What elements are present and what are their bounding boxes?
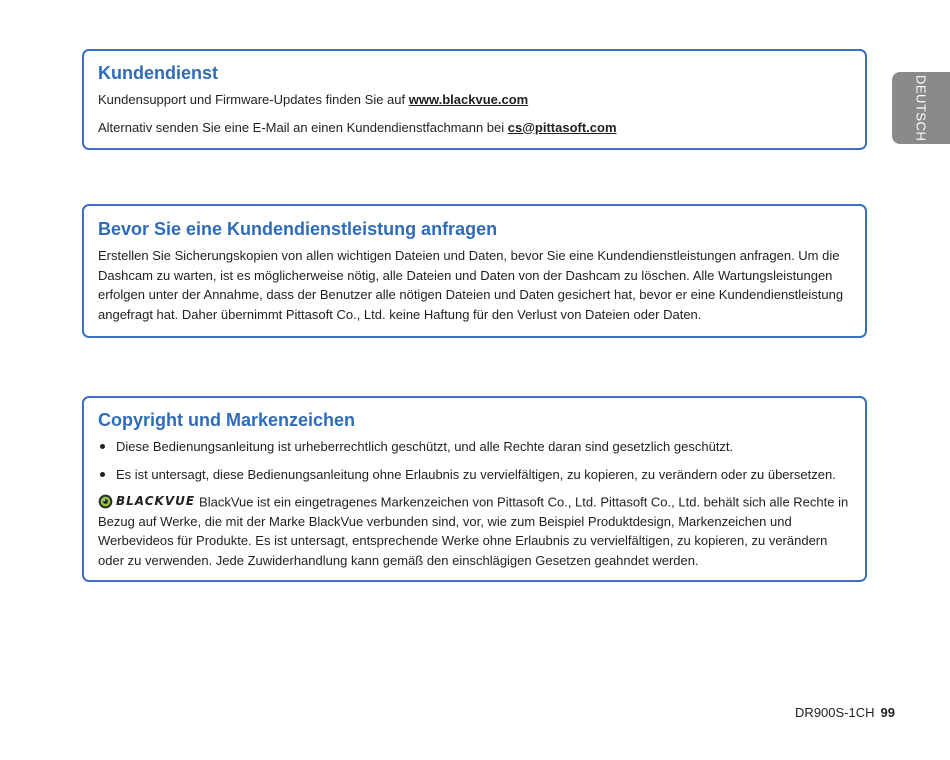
language-tab[interactable]	[892, 72, 950, 144]
kundendienst-section	[82, 49, 867, 150]
kundendienst-line2	[98, 118, 851, 138]
blackvue-logo	[98, 492, 195, 512]
page-number: 99	[880, 705, 895, 720]
bevor-body: Erstellen Sie Sicherungskopien von allen wichtigen Dateien und Daten, bevor Sie eine Kundendienstleistungen anfragen. Um die Dashcam zu warten, ist es möglicherweise nötig, alle Dateien und Daten von der Dashcam zu löschen. Alle Wartungsleistungen erfolgen unter der Annahme, dass der Benutzer alle nötigen Dateien und Daten gesichert hat, bevor er eine Kundendienstleistung angefragt hat. Daher übernimmt Pittasoft Co., Ltd. keine Haftung für den Verlust von Dateien oder Daten.	[98, 248, 844, 322]
bevor-title: Bevor Sie eine Kundendienstleistung anfragen	[98, 219, 498, 239]
model-name: DR900S-1CH	[795, 705, 875, 720]
kundendienst-line1-text: Kundensupport und Firmware-Updates finden Sie auf	[98, 92, 409, 107]
copyright-title: Copyright und Markenzeichen	[98, 410, 356, 430]
kundendienst-title: Kundendienst	[98, 63, 218, 83]
kundendienst-line1	[98, 90, 851, 110]
trademark-paragraph	[98, 492, 851, 570]
page-footer	[795, 705, 895, 720]
copyright-bullet-2: Es ist untersagt, diese Bedienungsanleitung ohne Erlaubnis zu vervielfältigen, zu kopieren, zu verändern oder zu übersetzen.	[98, 465, 851, 484]
email-link[interactable]: cs@pittasoft.com	[507, 119, 617, 135]
copyright-bullet-1: Diese Bedienungsanleitung ist urheberrechtlich geschützt, und alle Rechte daran sind gesetzlich geschützt.	[98, 437, 851, 456]
blackvue-emblem-icon	[98, 494, 113, 509]
trademark-text: BlackVue ist ein eingetragenes Markenzeichen von Pittasoft Co., Ltd. Pittasoft Co., Ltd. behält sich alle Rechte in Bezug auf Werke, die mit der Marke BlackVue verbunden sind, vor, wie zum Beispiel Produktdesign, Markenzeichen und Werbevideos für Produkte. Es ist untersagt, entsprechende Werke ohne Erlaubnis zu vervielfältigen, zu kopieren, zu verändern oder zu verwenden. Jede Zuwiderhandlung kann gemäß den einschlägigen Gesetzen geahndet werden.	[98, 494, 849, 568]
kundendienst-line2-text: Alternativ senden Sie eine E-Mail an einen Kundendienstfachmann bei	[98, 119, 508, 135]
language-tab-label: DEUTSCH	[913, 74, 929, 142]
copyright-section	[82, 396, 867, 582]
bevor-section	[82, 204, 867, 338]
website-link[interactable]: www.blackvue.com	[408, 92, 529, 107]
blackvue-wordmark: BLACKVUE	[116, 494, 196, 508]
